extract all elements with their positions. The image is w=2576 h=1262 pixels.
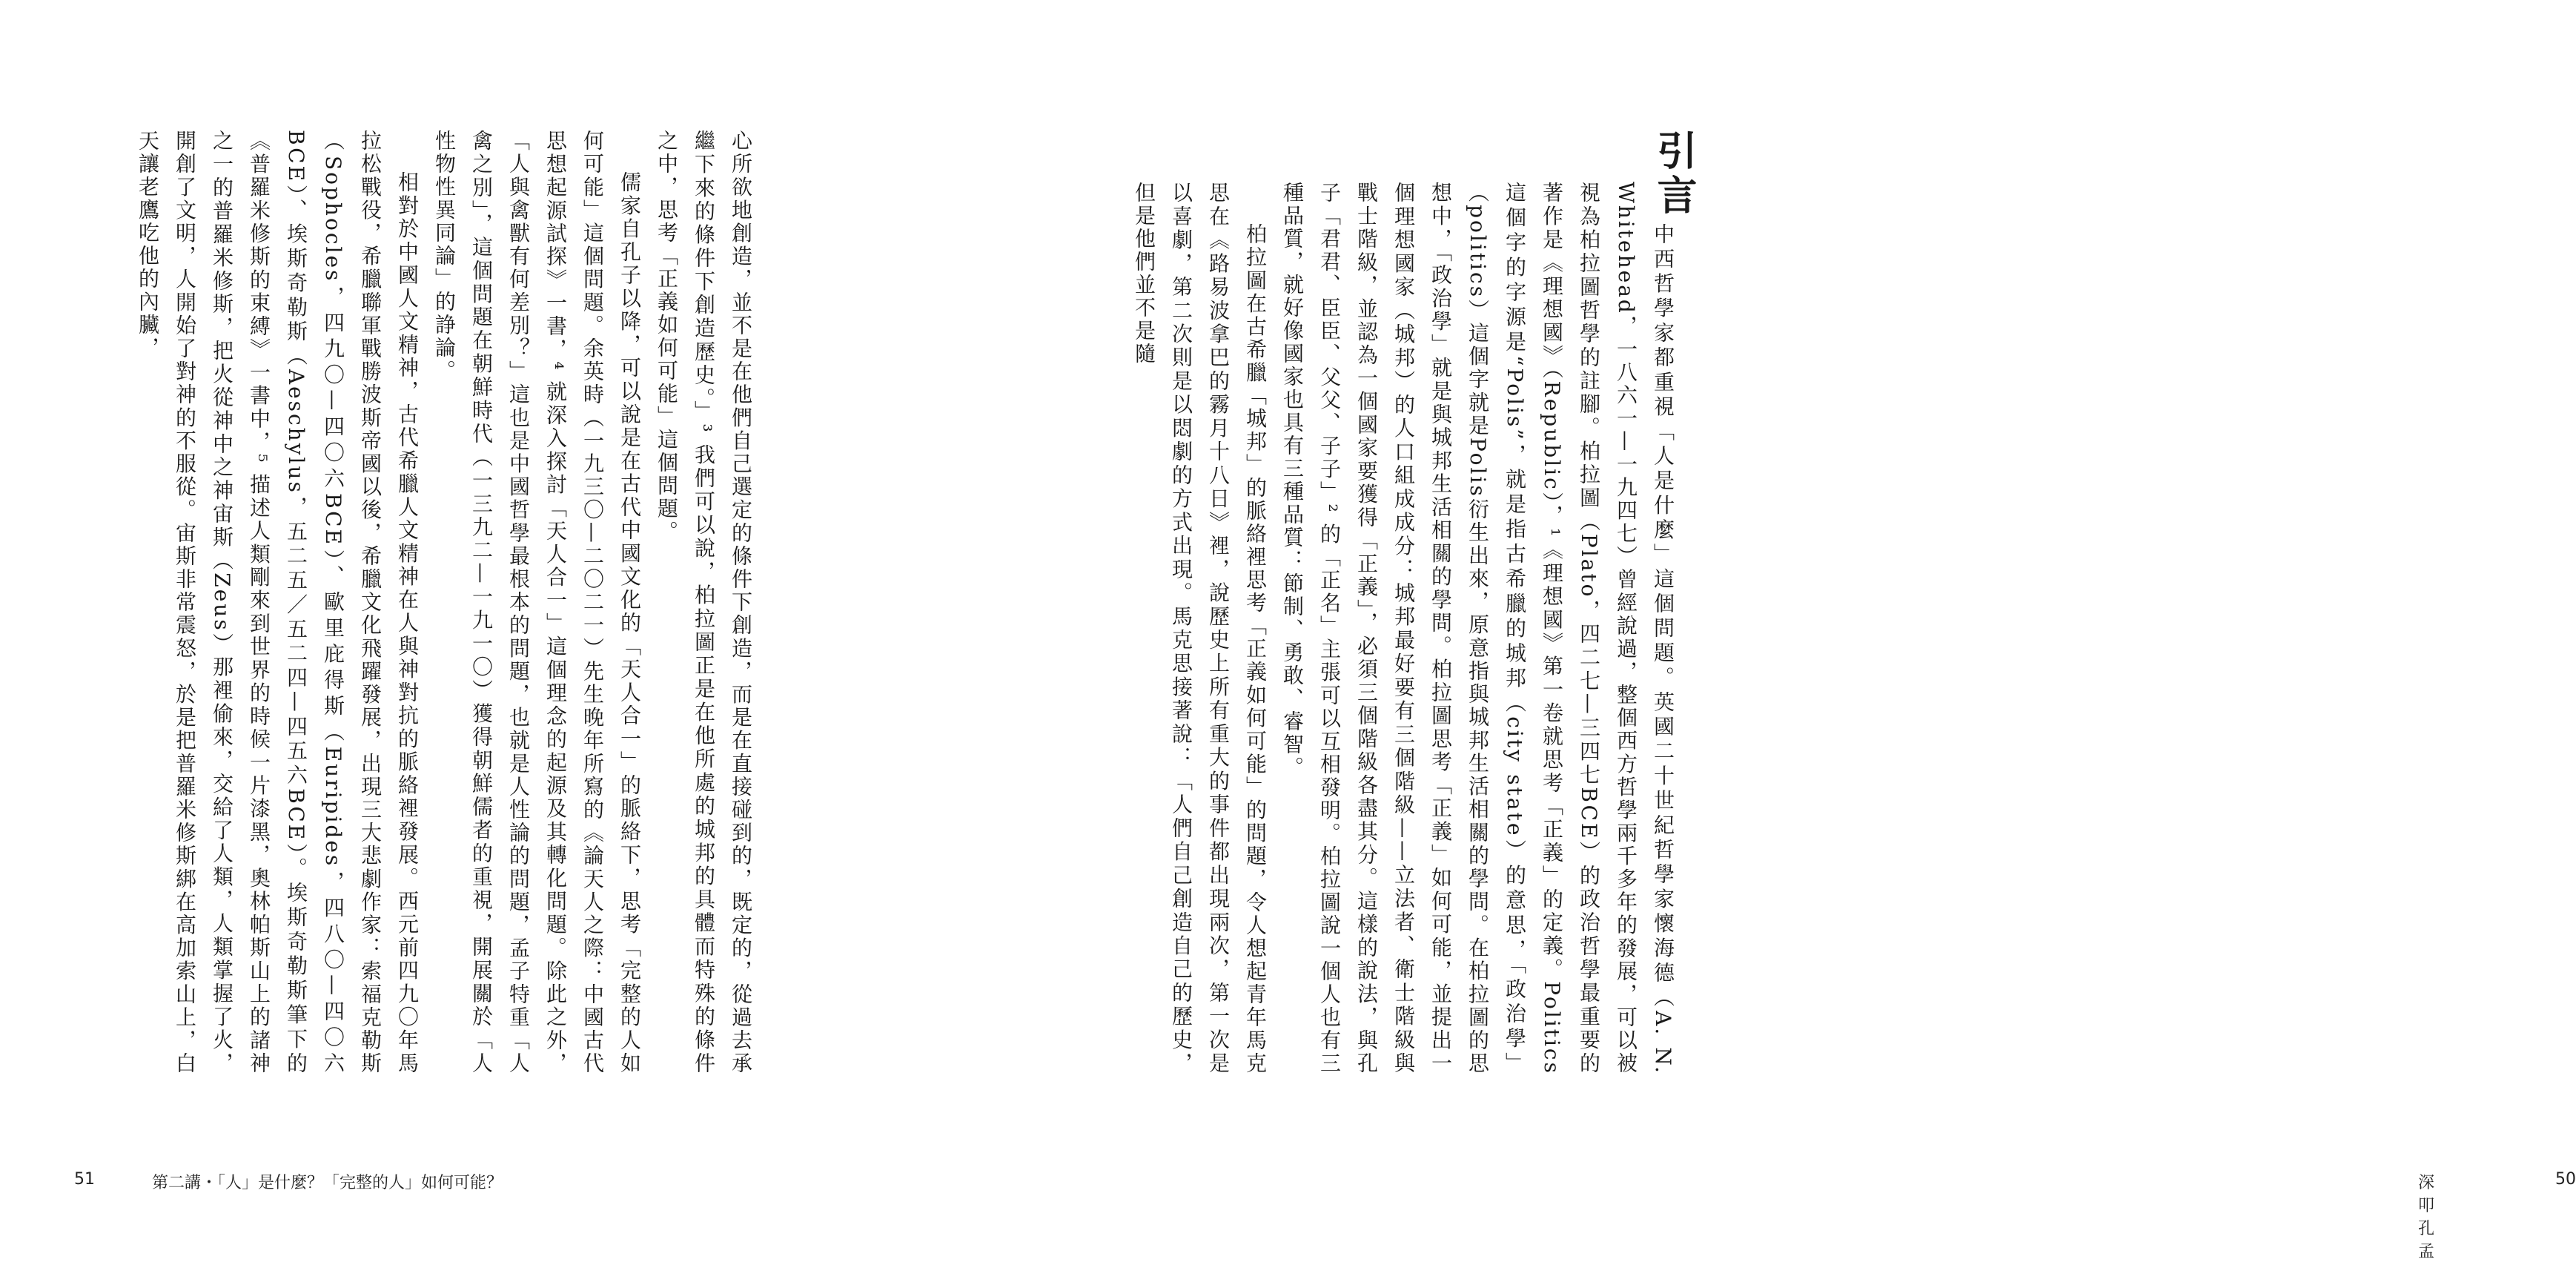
right-page-number: 50 [2555, 1170, 2576, 1189]
left-page-number: 51 [74, 1170, 95, 1189]
left-paragraph-3: 相對於中國人文精神，古代希臘人文精神在人與神對抗的脈絡裡發展。西元前四九〇年馬拉松戰役，希臘聯軍戰勝波斯帝國以後，希臘文化飛躍發展，出現三大悲劇作家：索福克勒斯（Sophocles，四九〇—四〇六BCE）、歐里庇得斯（Euripides，四八〇—四〇六BCE）、埃斯奇勒斯（Aeschylus，五二五／五二四—四五六BCE）。埃斯奇勒斯筆下的《普羅米修斯的束縛》一書中，⁵ 描述人類剛來到世界的時候一片漆黑，奧林帕斯山上的諸神之一的普羅米修斯，把火從神中之神宙斯（Zeus）那裡偷來，交給了人類，人類掌握了火，開創了文明，人開始了對神的不服從。宙斯非常震怒，於是把普羅米修斯綁在高加索山上，白天讓老鷹吃他的內臟， [136, 130, 420, 1075]
right-page [881, 0, 2576, 1261]
right-body-text [1118, 182, 1681, 1075]
right-running-head: 深叩孔孟 [2418, 1174, 2435, 1261]
section-heading: 引言 [1651, 130, 1698, 219]
right-paragraph-2: 柏拉圖在古希臘「城邦」的脈絡裡思考「正義如何可能」的問題，令人想起青年馬克思在《路易波拿巴的霧月十八日》裡，說歷史上所有重大的事件都出現兩次，第一次是以喜劇，第二次則是以悶劇的方式出現。馬克思接著說：「人們自己創造自己的歷史，但是他們並不是隨 [1132, 182, 1268, 1075]
left-paragraph-1: 心所欲地創造，並不是在他們自己選定的條件下創造，而是在直接碰到的，既定的，從過去承繼下來的條件下創造歷史。」³ 我們可以說，柏拉圖正是在他所處的城邦的具體而特殊的條件之中，思考「正義如何可能」這個問題。 [655, 130, 753, 1075]
left-body-text [136, 130, 759, 1075]
left-paragraph-2: 儒家自孔子以降，可以說是在古代中國文化的「天人合一」的脈絡下，思考「完整的人如何可能」這個問題。余英時（一九三〇—二〇二一）先生晚年所寫的《論天人之際：中國古代思想起源試探》一書，⁴ 就深入探討「天人合一」這個理念的起源及其轉化問題。除此之外，「人與禽獸有何差別？」這也是中國哲學最根本的問題，也就是人性論的問題，孟子特重「人禽之別」，這個問題在朝鮮時代（一三九二—一九一〇）獲得朝鮮儒者的重視，開展關於「人性物性異同論」的諍論。 [432, 130, 642, 1075]
left-page [0, 0, 881, 1261]
left-running-head: 第二講・「人」是什麼？「完整的人」如何可能？ [152, 1174, 503, 1192]
right-paragraph-1: 中西哲學家都重視「人是什麼」這個問題。英國二十世紀哲學家懷海德（A. N. Whitehead，一八六一—一九四七）曾經說過，整個西方哲學兩千多年的發展，可以被視為柏拉圖哲學的註腳。柏拉圖（Plato，四二七—三四七BCE）的政治哲學最重要的著作是《理想國》（Republic），¹《理想國》第一卷就思考「正義」的定義。Politics這個字的字源是“Polis”，就是指古希臘的城邦（city state）的意思，「政治學」（politics）這個字就是Polis衍生出來，原意指與城邦生活相關的學問。在柏拉圖的思想中，「政治學」就是與城邦生活相關的學問。柏拉圖思考「正義」如何可能，並提出一個理想國家（城邦）的人口組成成分：城邦最好要有三個階級——立法者、衛士階級與戰士階級，並認為一個國家要獲得「正義」，必須三個階級各盡其分。這樣的說法，與孔子「君君、臣臣、父父、子子」² 的「正名」主張可以互相發明。柏拉圖說一個人也有三種品質，就好像國家也具有三種品質：節制、勇敢、睿智。 [1280, 182, 1675, 1075]
